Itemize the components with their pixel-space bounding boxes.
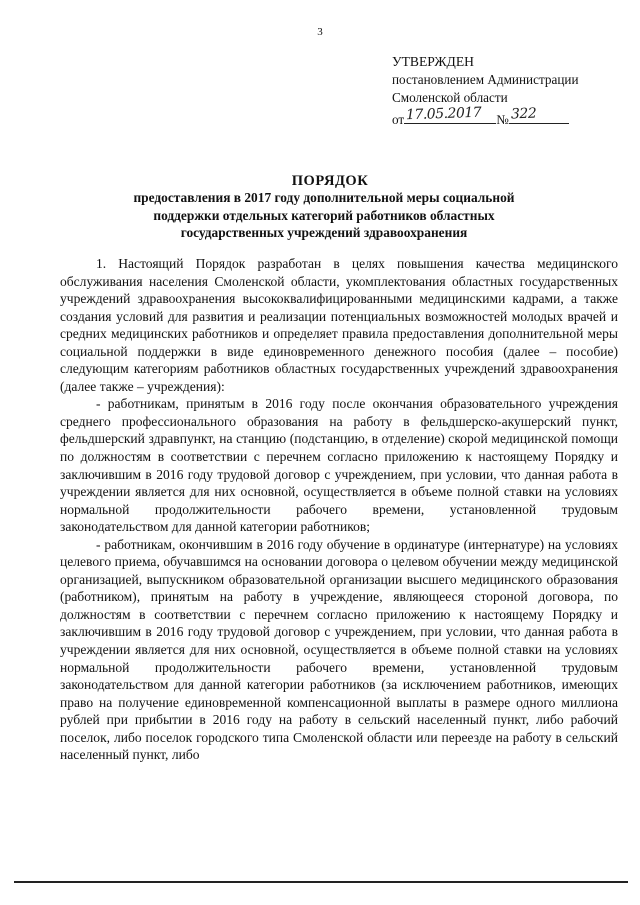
paragraph-3: - работникам, окончившим в 2016 году обучение в ординатуре (интернатуре) на условиях целевого приема, обучавшимся на основании договора о целевом обучении между медицинской организацией, выпускником образовательной организации высшего медицинского образования (работником), принятым на работу в учреждение, являющееся стороной договора, по должностям в соответствии с перечнем согласно приложению к настоящему Порядку и заключившим в 2016 году трудовой договор с учреждением, при условии, что данная работа в учреждении является для них основной, осуществляется в объеме полной ставки на условиях нормальной продолжительности рабочего времени, установленной трудовым законодательством для данной категории работников (за исключением работников, имеющих право на получение единовременной компенсационной выплаты в размере одного миллиона рублей при прибытии в 2016 году на работу в сельский населенный пункт, либо рабочий поселок, либо поселок городского типа Смоленской области или переезде на работу в сельский населенный пункт, либо: [60, 536, 618, 763]
approval-line-2: Смоленской области: [392, 90, 508, 105]
approval-stamp-block: [392, 53, 632, 129]
page-number: 3: [317, 26, 323, 38]
handwritten-date: 17.05.2017: [405, 104, 482, 124]
document-title: ПОРЯДОК: [291, 173, 369, 189]
date-prefix: от: [392, 112, 405, 127]
date-field: [404, 104, 496, 124]
number-field: [509, 107, 569, 124]
approval-line-1: постановлением Администрации: [392, 72, 579, 87]
document-subtitle: предоставления в 2017 году дополнительной меры социальной поддержки отдельных категорий работников областных государственных учреждений здравоохранения: [133, 190, 515, 240]
paragraph-1: 1. Настоящий Порядок разработан в целях повышения качества медицинского обслуживания населения Смоленской области, укомплектования областных государственных учреждений здравоохранения высококвалифицированными медицинскими кадрами, а также создания условий для развития и реализации потенциальных возможностей молодых врачей и средних медицинских работников и определяет правила предоставления дополнительной меры социальной поддержки в виде единовременного денежного пособия (далее – пособие) следующим категориям работников областных государственных учреждений здравоохранения (далее также – учреждения):: [60, 256, 618, 394]
number-sign: №: [496, 112, 509, 127]
page-bottom-rule: [14, 881, 628, 883]
approval-heading: УТВЕРЖДЕН: [392, 54, 474, 69]
approval-date-line: [392, 104, 632, 129]
paragraph-2: - работникам, принятым в 2016 году после окончания образовательного учреждения среднего профессионального образования на работу в фельдшерско-акушерский пункт, фельдшерский здравпункт, на станцию (подстанцию, в отделение) скорой медицинской помощи по должностям в соответствии с перечнем согласно приложению к настоящему Порядку и заключившим в 2016 году трудовой договор с учреждением, при условии, что данная работа в учреждении является для них основной, осуществляется в объеме полной ставки на условиях нормальной продолжительности рабочего времени, установленной трудовым законодательством для данной категории работников;: [60, 396, 618, 535]
handwritten-number: 322: [510, 105, 537, 123]
document-body: [60, 255, 618, 764]
